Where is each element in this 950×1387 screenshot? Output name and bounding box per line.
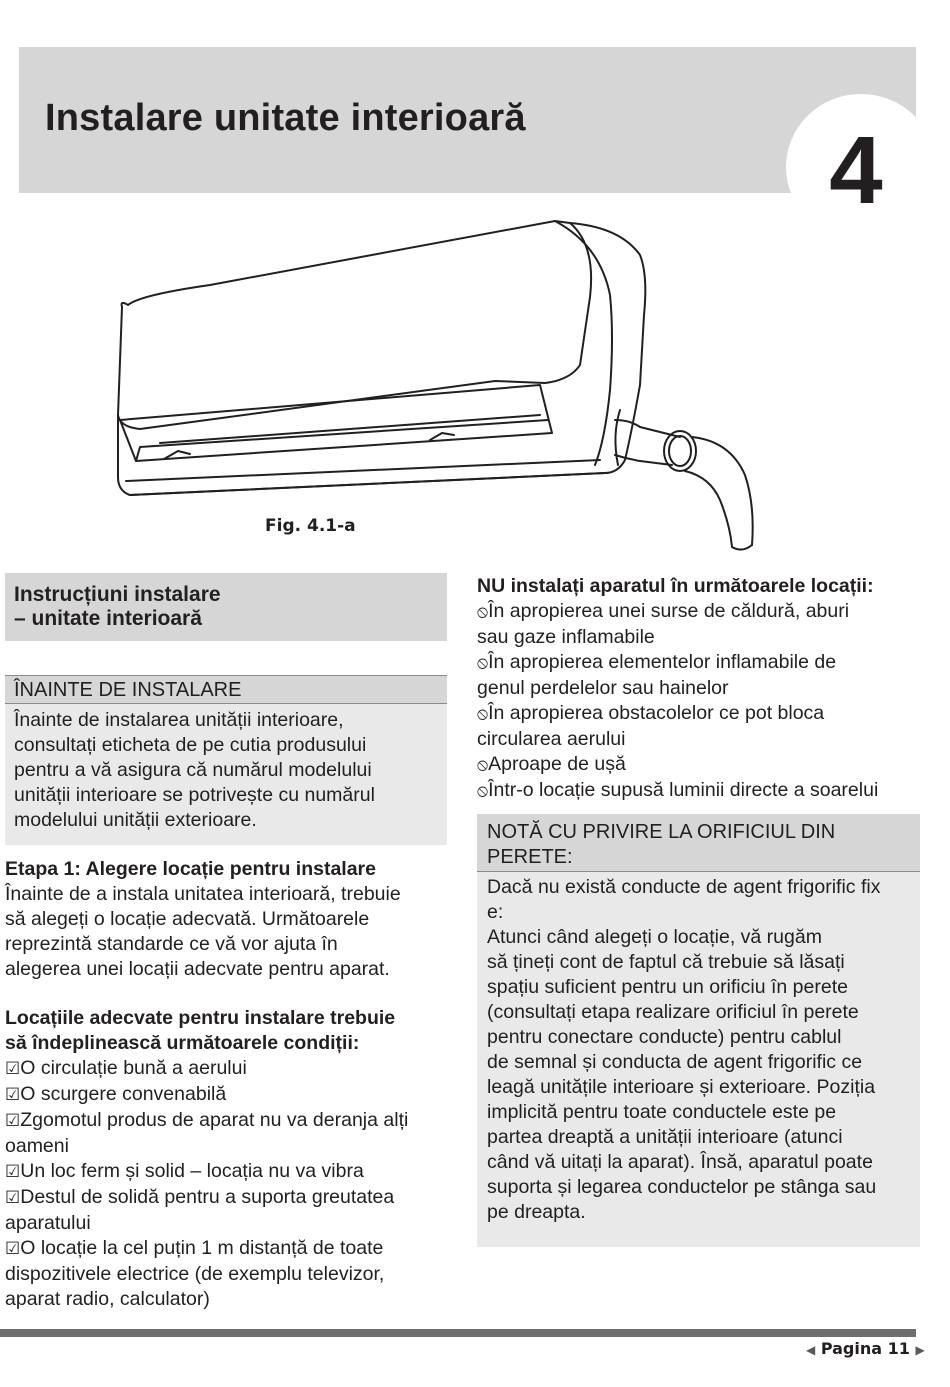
do-not-section bbox=[477, 574, 927, 804]
triangle-left-icon: ◀ bbox=[806, 1343, 816, 1357]
conditions-heading: Locațiile adecvate pentru instalare trebuie să îndeplinească următoarele condiții: bbox=[5, 1007, 396, 1054]
note-text: Dacă nu există conducte de agent frigorific fix e: Atunci când alegeți o locație, vă rugăm să țineți cont de faptul că trebuie să lăsați spațiu suficient pentru un orificiu în perete (consultați etapa realizare orificiul în perete pentru conectare conducte) pentru cablul de semnal și conducta de agent frigorific ce leagă unitățile interioare și exterioare. Poziția implicită pentru toate conductele este pe partea dreaptă a unității interioare (atunci când vă uitați la aparat). Însă, aparatul poate suporta și legarea conductelor pe stânga sau pe dreapta. bbox=[487, 876, 881, 1223]
chapter-header bbox=[19, 47, 916, 224]
page-title: Instalare unitate interioară bbox=[45, 97, 526, 139]
list-item: ☑Destul de solidă pentru a suporta greutatea aparatului bbox=[5, 1186, 395, 1234]
checkbox-icon: ☑ bbox=[5, 1239, 21, 1259]
note-heading: NOTĂ CU PRIVIRE LA ORIFICIUL DIN PERETE: bbox=[477, 814, 920, 872]
list-item: ⦸Aproape de ușă bbox=[477, 753, 626, 775]
conditions-section bbox=[5, 1006, 447, 1312]
list-item: ⦸În apropierea elementelor inflamabile de genul perdelelor sau hainelor bbox=[477, 651, 837, 699]
chapter-badge bbox=[786, 94, 936, 240]
prohibited-icon: ⦸ bbox=[477, 755, 489, 775]
checkbox-icon: ☑ bbox=[5, 1085, 21, 1105]
chapter-number: 4 bbox=[829, 117, 883, 224]
footer-divider bbox=[0, 1329, 916, 1337]
before-install-text: Înainte de instalarea unității interioare, consultați eticheta de pe cutia produsului pentru a vă asigura că numărul modelului unității interioare se potrivește cu numărul modelului unității exterioare. bbox=[14, 709, 375, 831]
list-item: ⦸Într-o locație supusă luminii directe a soarelui bbox=[477, 779, 879, 801]
list-item: ⦸În apropierea obstacolelor ce pot bloca circularea aerului bbox=[477, 702, 825, 750]
step1-section: Etapa 1: Alegere locație pentru instalare Înainte de a instala unitatea interioară, trebuie să alegeți o locație adecvată. Următoarele reprezintă standarde ce vă vor ajuta în alegerea unei locații adecvate pentru aparat. bbox=[5, 857, 447, 982]
checkbox-icon: ☑ bbox=[5, 1162, 21, 1182]
checkbox-icon: ☑ bbox=[5, 1111, 21, 1131]
wall-hole-note-box bbox=[477, 814, 920, 1247]
list-item: ⦸În apropierea unei surse de căldură, aburi sau gaze inflamabile bbox=[477, 600, 850, 648]
indoor-unit-illustration bbox=[100, 215, 780, 555]
list-item: ☑O locație la cel puțin 1 m distanță de toate dispozitivele electrice (de exemplu televizor, aparat radio, calculator) bbox=[5, 1237, 385, 1310]
prohibited-icon: ⦸ bbox=[477, 704, 489, 724]
checkbox-icon: ☑ bbox=[5, 1059, 21, 1079]
prohibited-icon: ⦸ bbox=[477, 653, 489, 673]
prohibited-icon: ⦸ bbox=[477, 781, 489, 801]
before-install-box bbox=[5, 675, 447, 845]
prohibited-icon: ⦸ bbox=[477, 602, 489, 622]
figure-caption: Fig. 4.1-a bbox=[265, 516, 356, 536]
do-not-heading: NU instalați aparatul în următoarele locații: bbox=[477, 575, 874, 597]
section-title: Instrucțiuni instalare – unitate interioară bbox=[14, 583, 221, 630]
before-install-heading: ÎNAINTE DE INSTALARE bbox=[5, 675, 447, 704]
triangle-right-icon: ▶ bbox=[915, 1343, 925, 1357]
page-number: ◀ Pagina 11 ▶ bbox=[806, 1339, 925, 1358]
checkbox-icon: ☑ bbox=[5, 1188, 21, 1208]
step1-heading: Etapa 1: Alegere locație pentru instalare bbox=[5, 858, 376, 880]
list-item: ☑Zgomotul produs de aparat nu va deranja alți oameni bbox=[5, 1109, 409, 1157]
section-title-box bbox=[5, 573, 447, 641]
list-item: ☑O circulație bună a aerului bbox=[5, 1057, 247, 1079]
list-item: ☑O scurgere convenabilă bbox=[5, 1083, 227, 1105]
list-item: ☑Un loc ferm și solid – locația nu va vibra bbox=[5, 1160, 364, 1182]
